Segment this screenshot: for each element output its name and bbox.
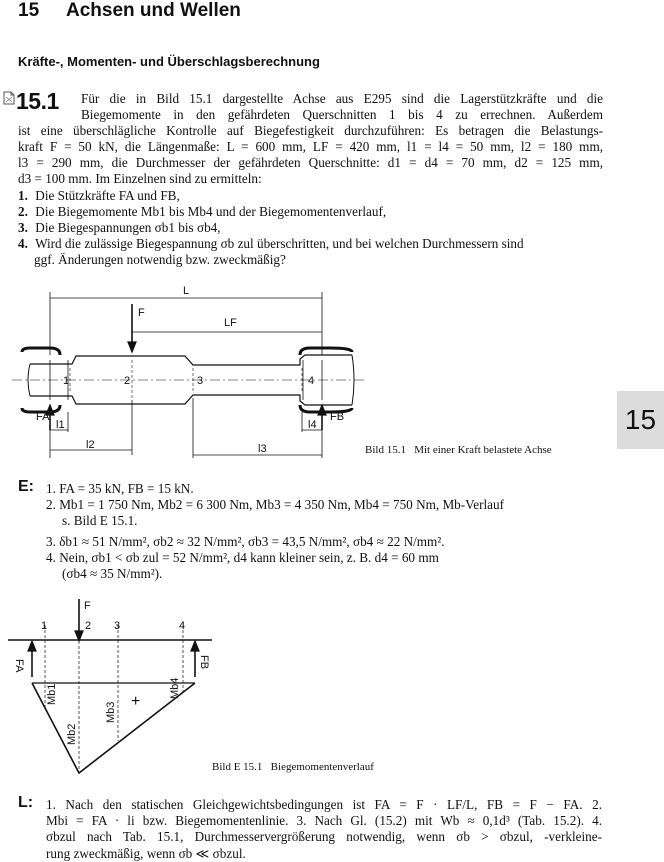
section-2-label: 2 <box>124 375 131 387</box>
result-line: 1. FA = 35 kN, FB = 15 kN. <box>46 481 194 496</box>
force-F-label: F <box>138 307 145 319</box>
dim-l3-label: l3 <box>258 443 267 455</box>
intro-line: ist eine überschlägliche Kontrolle auf Biegefestigkeit durchzuführen: Es betragen die Belastungs- <box>18 123 603 138</box>
intro-line: Für die in Bild 15.1 dargestellte Achse aus E295 sind die Lagerstützkräfte und die <box>81 91 603 106</box>
solution-line: rung zweckmäßig, wenn σb ≪ σbzul. <box>46 845 246 861</box>
figure-15-1-shaft <box>0 280 610 460</box>
force-FA-label: FA <box>13 659 25 673</box>
force-FB-label: FB <box>198 655 210 670</box>
force-F-label: F <box>84 600 91 612</box>
chapter-number: 15 <box>18 0 40 21</box>
dim-l1-label: l1 <box>56 419 65 431</box>
section-4-label: 4 <box>179 620 186 632</box>
moment-Mb1-label: Mb1 <box>46 683 58 705</box>
result-line: (σb4 ≈ 35 N/mm²). <box>62 566 163 582</box>
result-line: 2. Mb1 = 1 750 Nm, Mb2 = 6 300 Nm, Mb3 = 4 350 Nm, Mb4 = 750 Nm, Mb-Verlauf <box>46 497 504 513</box>
dim-l4-label: l4 <box>308 419 317 431</box>
intro-line: d3 = 100 mm. Im Einzelnen sind zu ermitteln: <box>18 171 262 186</box>
results-list <box>46 481 504 582</box>
intro-line: Biegemomente in den gefährdeten Querschnitten 1 bis 4 zu errechnen. Außerdem <box>81 107 603 122</box>
intro-line: kraft F = 50 kN, die Längenmaße: L = 600 mm, LF = 420 mm, l1 = l4 = 50 mm, l2 = 180 mm, <box>18 139 603 154</box>
section-1-label: 1 <box>63 375 70 387</box>
task-item: 4. Wird die zulässige Biegespannung σb zul überschritten, und bei welchen Durchmessern sind <box>18 236 524 251</box>
moment-Mb2-label: Mb2 <box>66 723 78 745</box>
chapter-side-tab: 15 <box>617 391 664 449</box>
chapter-title: Achsen und Wellen <box>66 0 241 21</box>
dim-LF-label: LF <box>224 317 237 329</box>
positive-sign: + <box>131 693 141 710</box>
intro-line: l3 = 290 mm, die Durchmesser der gefährdeten Querschnitte: d1 = d4 = 70 mm, d2 = 125 mm, <box>18 155 603 170</box>
solution-text <box>46 797 602 862</box>
section-3-label: 3 <box>114 620 121 632</box>
dim-L-label: L <box>183 285 190 297</box>
dim-l2-label: l2 <box>86 439 95 451</box>
task-item: 1. Die Stützkräfte FA und FB, <box>18 188 180 203</box>
task-icon <box>3 91 15 105</box>
section-4-label: 4 <box>308 375 315 387</box>
force-FB-label: FB <box>330 411 345 423</box>
task-item: 3. Die Biegespannungen σb1 bis σb4, <box>18 220 221 235</box>
figure-E-15-1-caption: Bild E 15.1 Biegemomentenverlauf <box>212 761 374 773</box>
result-line: 3. δb1 ≈ 51 N/mm², σb2 ≈ 32 N/mm², σb3 = 43,5 N/mm², σb4 ≈ 22 N/mm². <box>46 533 445 549</box>
force-FA-label: FA <box>36 411 50 423</box>
task-item: ggf. Änderungen notwendig bzw. zweckmäßig? <box>34 252 286 267</box>
solution-label: L: <box>18 794 34 811</box>
moment-Mb4-label: Mb4 <box>169 677 181 699</box>
result-line: s. Bild E 15.1. <box>62 513 138 529</box>
results-label: E: <box>18 478 34 495</box>
section-2-label: 2 <box>85 620 92 632</box>
solution-line: 1. Nach den statischen Gleichgewichtsbedingungen ist FA = F · LF/L, FB = F − FA. 2. <box>46 797 602 812</box>
result-line: 4. Nein, σb1 < σb zul = 52 N/mm², d4 kann kleiner sein, z. B. d4 = 60 mm <box>46 549 439 565</box>
task-intro <box>18 91 603 191</box>
task-item: 2. Die Biegemomente Mb1 bis Mb4 und der Biegemomentenverlauf, <box>18 204 387 219</box>
solution-line: Mbi = FA · li bzw. Biegemomentenlinie. 3. Nach Gl. (15.2) mit Wb ≈ 0,1d³ (Tab. 15.2). 4. <box>46 813 602 829</box>
section-title: Kräfte-, Momenten- und Überschlagsberechnung <box>18 54 320 69</box>
moment-Mb3-label: Mb3 <box>105 701 117 723</box>
task-number: 15.1 <box>16 88 59 114</box>
solution-line: σbzul nach Tab. 15.1, Durchmesservergrößerung notwendig, wenn σb > σbzul, -verkleine- <box>46 829 602 845</box>
section-3-label: 3 <box>197 375 204 387</box>
figure-E-15-1-moment-diagram <box>0 595 230 780</box>
section-1-label: 1 <box>41 620 48 632</box>
figure-15-1-caption: Bild 15.1 Mit einer Kraft belastete Achse <box>365 444 552 456</box>
